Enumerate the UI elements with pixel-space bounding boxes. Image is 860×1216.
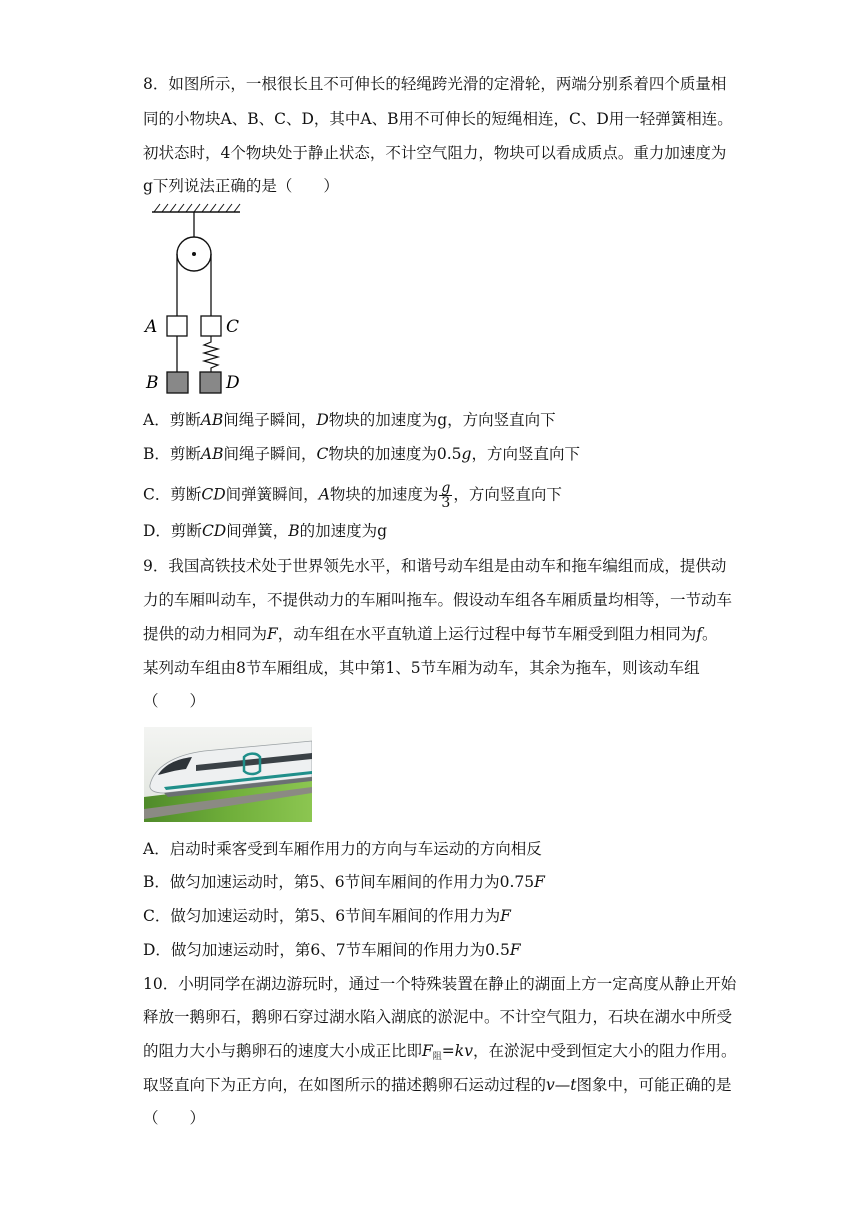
q10-stem-line-2: 释放一鹅卵石，鹅卵石穿过湖水陷入湖底的淤泥中。不计空气阻力，石块在湖水中所受 — [143, 1008, 733, 1026]
label-c: C — [226, 317, 240, 337]
q9-option-d: D．做匀加速运动时，第6、7节车厢间的作用力为0.5F — [143, 941, 521, 959]
q10-stem-line-5: （ ） — [143, 1109, 206, 1127]
block-d — [200, 372, 221, 393]
q8-stem-line-1: 8．如图所示，一根很长且不可伸长的轻绳跨光滑的定滑轮，两端分别系着四个质量相 — [143, 75, 727, 93]
q9-stem-line-4: 某列动车组由8节车厢组成，其中第1、5节车厢为动车，其余为拖车，则该动车组 — [143, 659, 700, 677]
label-a: A — [145, 317, 158, 337]
q8-stem-line-4: g下列说法正确的是（ ） — [143, 177, 339, 195]
q10-stem-line-1: 10．小明同学在湖边游玩时，通过一个特殊装置在静止的湖面上方一定高度从静止开始 — [143, 975, 737, 993]
q9-option-c: C．做匀加速运动时，第5、6节间车厢间的作用力为F — [143, 907, 511, 925]
q9-option-a: A．启动时乘客受到车厢作用力的方向与车运动的方向相反 — [143, 840, 542, 858]
spring — [204, 336, 218, 372]
block-a — [167, 316, 187, 336]
pulley-diagram — [140, 200, 250, 400]
q9-stem-line-1: 9．我国高铁技术处于世界领先水平，和谐号动车组是由动车和拖车编组而成，提供动 — [143, 557, 727, 575]
block-c — [201, 316, 221, 336]
q8-option-d: D．剪断CD间弹簧，B的加速度为g — [143, 522, 388, 540]
q9-stem-line-5: （ ） — [143, 692, 206, 710]
q8-option-c: C．剪断CD间弹簧瞬间，A物块的加速度为 $\frac{g}{3}$ ，方向竖直向下 — [143, 480, 562, 511]
fraction-g-over-3: $\frac{g}{3}$ — [441, 480, 451, 511]
label-b: B — [146, 373, 159, 393]
label-d: D — [226, 373, 240, 393]
q10-stem-line-4: 取竖直向下为正方向，在如图所示的描述鹅卵石运动过程的v—t图象中，可能正确的是 — [143, 1076, 732, 1094]
q9-option-b: B．做匀加速运动时，第5、6节间车厢间的作用力为0.75F — [143, 873, 545, 891]
q8-option-a: A．剪断AB间绳子瞬间，D物块的加速度为g，方向竖直向下 — [143, 411, 556, 429]
q8-stem-line-2: 同的小物块A、B、C、D，其中A、B用不可伸长的短绳相连，C、D用一轻弹簧相连。 — [143, 110, 733, 128]
train-photo — [144, 727, 312, 822]
q9-stem-line-3: 提供的动力相同为F，动车组在水平直轨道上运行过程中每节车厢受到阻力相同为f。 — [143, 625, 718, 643]
q10-stem-line-3: 的阻力大小与鹅卵石的速度大小成正比即$F_阻=kv$，在淤泥中受到恒定大小的阻力作用。 — [143, 1042, 737, 1062]
q9-stem-line-2: 力的车厢叫动车，不提供动力的车厢叫拖车。假设动车组各车厢质量均相等，一节动车 — [143, 591, 733, 609]
q8-option-b: B．剪断AB间绳子瞬间，C物块的加速度为0.5g，方向竖直向下 — [143, 445, 580, 463]
block-b — [167, 372, 188, 393]
q8-stem-line-3: 初状态时，4个物块处于静止状态，不计空气阻力，物块可以看成质点。重力加速度为 — [143, 144, 727, 162]
